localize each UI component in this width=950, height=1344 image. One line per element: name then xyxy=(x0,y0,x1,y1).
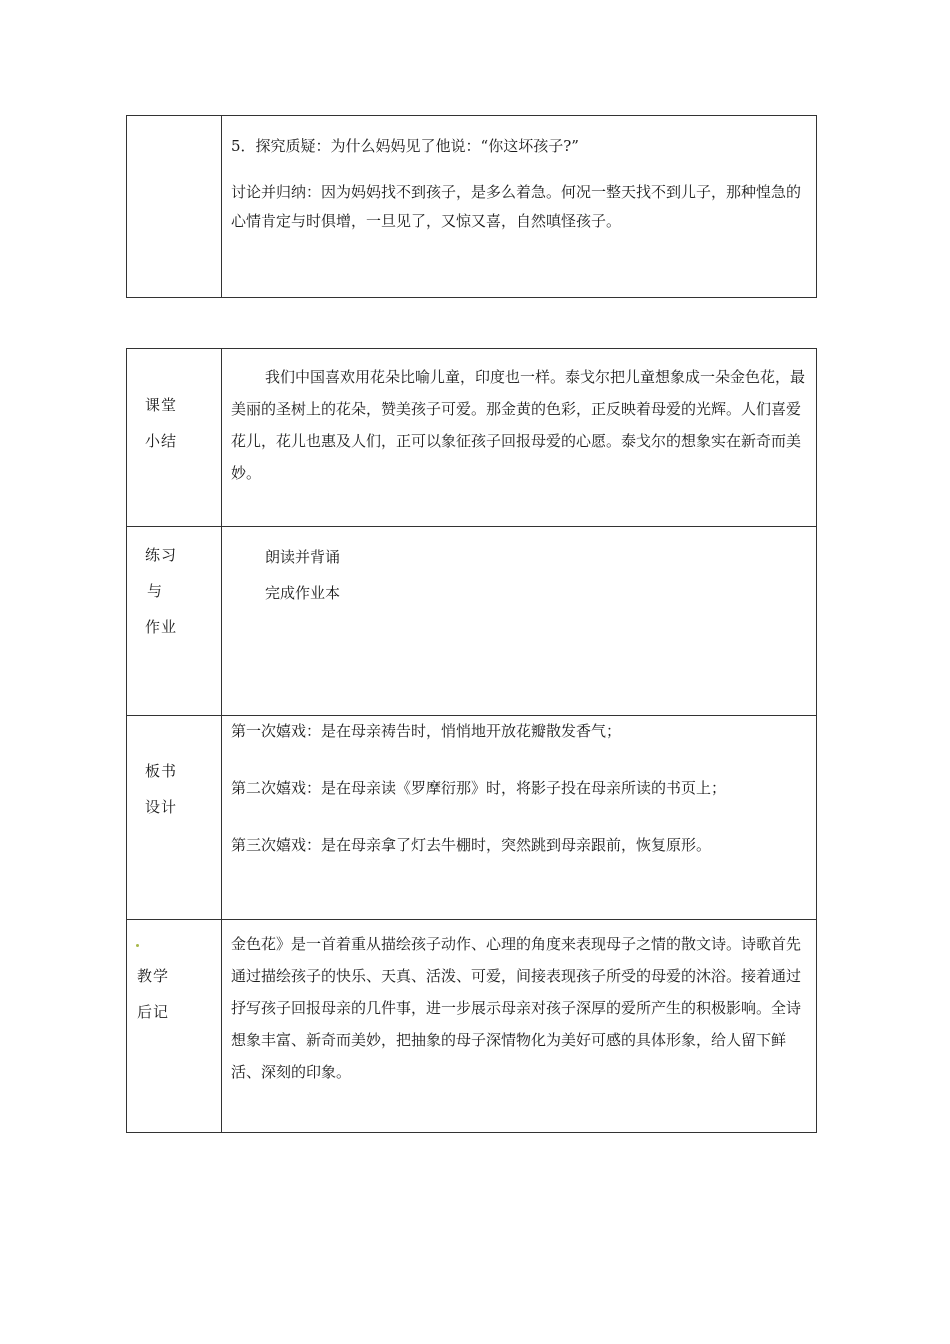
summary-label-line1: 课堂 xyxy=(145,396,178,414)
table-row xyxy=(127,116,817,298)
homework-label-line2: 与 xyxy=(147,582,164,600)
reflection-label-line1: 教学 xyxy=(137,967,170,985)
inquiry-question: 5．探究质疑：为什么妈妈见了他说：“你这坏孩子?” xyxy=(231,137,579,155)
row-content-cell xyxy=(222,116,817,298)
table-row-summary xyxy=(127,349,817,527)
summary-text: 我们中国喜欢用花朵比喻儿童，印度也一样。泰戈尔把儿童想象成一朵金色花，最美丽的圣树上的花朵，赞美孩子可爱。那金黄的色彩，正反映着母爱的光辉。人们喜爱花儿，花儿也惠及人们，正可以象征孩子回报母爱的心愿。泰戈尔的想象实在新奇而美妙。 xyxy=(231,368,806,482)
homework-label-line1: 练习 xyxy=(145,546,178,564)
homework-label-cell xyxy=(127,527,222,716)
lesson-table-main xyxy=(126,348,817,1133)
board-line-3: 第三次嬉戏：是在母亲拿了灯去牛棚时，突然跳到母亲跟前，恢复原形。 xyxy=(231,836,712,854)
row-label-cell xyxy=(127,116,222,298)
table-row-reflection xyxy=(127,920,817,1133)
board-content-cell xyxy=(222,716,817,920)
table-row-board xyxy=(127,716,817,920)
reflection-label-line2: 后记 xyxy=(137,1003,170,1021)
homework-content-cell xyxy=(222,527,817,716)
reflection-content-cell xyxy=(222,920,817,1133)
homework-item-2: 完成作业本 xyxy=(265,584,341,602)
board-line-2: 第二次嬉戏：是在母亲读《罗摩衍那》时，将影子投在母亲所读的书页上； xyxy=(231,779,727,797)
homework-label-line3: 作业 xyxy=(145,618,178,636)
board-label-cell xyxy=(127,716,222,920)
board-label-line2: 设计 xyxy=(145,798,178,816)
board-line-1: 第一次嬉戏：是在母亲祷告时，悄悄地开放花瓣散发香气； xyxy=(231,722,622,740)
scan-mark-dot xyxy=(136,944,139,947)
reflection-label-cell xyxy=(127,920,222,1133)
board-label-line1: 板书 xyxy=(145,762,178,780)
lesson-table-top xyxy=(126,115,817,298)
discussion-answer: 讨论并归纳：因为妈妈找不到孩子，是多么着急。何况一整天找不到儿子，那种惶急的心情肯定与时俱增，一旦见了，又惊又喜，自然嗔怪孩子。 xyxy=(231,183,802,230)
summary-label-cell xyxy=(127,349,222,527)
reflection-text: 金色花》是一首着重从描绘孩子动作、心理的角度来表现母子之情的散文诗。诗歌首先通过描绘孩子的快乐、天真、活泼、可爱，间接表现孩子所受的母爱的沐浴。接着通过抒写孩子回报母亲的几件事，进一步展示母亲对孩子深厚的爱所产生的积极影响。全诗想象丰富、新奇而美妙，把抽象的母子深情物化为美好可感的具体形象，给人留下鲜活、深刻的印象。 xyxy=(231,935,802,1081)
homework-item-1: 朗读并背诵 xyxy=(265,548,341,566)
table-row-homework xyxy=(127,527,817,716)
summary-label-line2: 小结 xyxy=(145,432,178,450)
summary-content-cell xyxy=(222,349,817,527)
